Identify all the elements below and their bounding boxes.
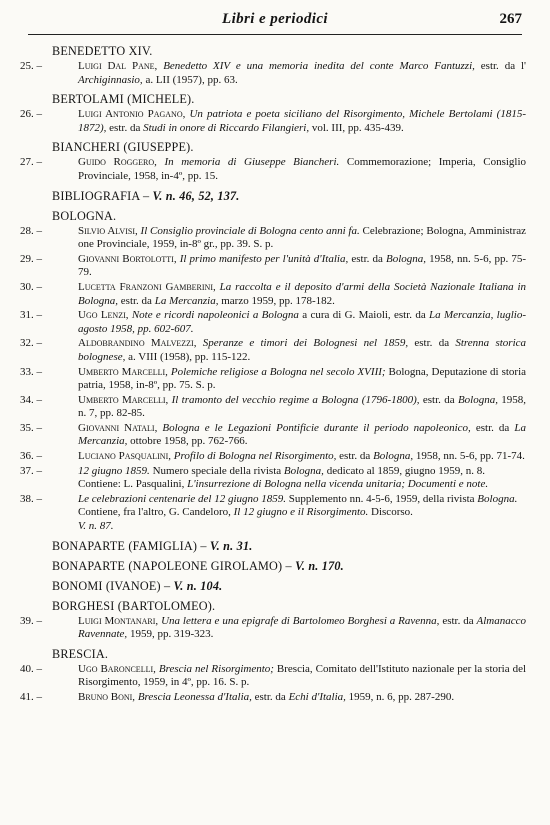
entry-text <box>78 366 526 393</box>
entry-text <box>78 663 526 690</box>
entry-title: La raccolta e il deposito d'armi della Società Nazionale Italiana in Bologna, <box>78 280 527 307</box>
heading-text: BENEDETTO XIV. <box>52 44 153 58</box>
subject-heading <box>0 579 550 594</box>
entry-number: 40. – <box>20 662 42 675</box>
entry-title: Le celebrazioni centenarie del 12 giugno 1859. <box>78 492 287 505</box>
entry-publication: Strenna storica bolognese, <box>78 337 527 363</box>
bibliography-body <box>0 44 550 705</box>
entry-pages: ottobre 1958, pp. 762-766. <box>130 435 248 448</box>
entry-text <box>78 309 526 336</box>
entry-details: Supplemento nn. 4-5-6, 1959, della rivista <box>288 492 475 505</box>
entry-text <box>78 450 526 464</box>
entry-number: 38. – <box>20 492 42 505</box>
entry-author: Bruno Boni, <box>78 691 136 703</box>
bibliography-entry <box>0 422 550 449</box>
entry-details: estr. da <box>442 614 474 627</box>
bibliography-entry <box>0 394 550 421</box>
bibliography-entry <box>0 465 550 479</box>
entry-details: estr. da l' <box>480 60 526 72</box>
entry-pages: vol. III, pp. 435-439. <box>311 121 404 134</box>
heading-text: BONAPARTE (NAPOLEONE GIROLAMO) – <box>52 558 292 573</box>
bibliography-entry <box>0 108 550 135</box>
entry-number: 29. – <box>20 252 42 265</box>
subject-heading <box>0 44 550 59</box>
entry-number: 28. – <box>20 224 42 237</box>
entry-author: Ugo Lenzi, <box>78 309 129 322</box>
entry-number: 39. – <box>20 614 42 627</box>
entry-number: 26. – <box>20 108 42 121</box>
heading-cross-reference: V. n. 104. <box>173 578 223 593</box>
entry-publication: Bologna, <box>373 450 414 463</box>
heading-cross-reference: V. n. 31. <box>209 538 253 553</box>
subject-heading <box>0 647 550 662</box>
entry-number: 32. – <box>20 337 42 350</box>
entry-publication: La Mercanzia, luglio-agosto 1958, pp. 602-607. <box>78 309 527 335</box>
subject-heading <box>0 599 550 614</box>
entry-details: Bologna, Deputazione di storia patria, 1958, in-8º, pp. 75. S. p. <box>78 365 527 392</box>
entry-number: 36. – <box>20 450 42 463</box>
entry-publication: Bologna, <box>386 252 427 265</box>
entry-text <box>78 493 526 507</box>
entry-author: Silvio Alvisi, <box>78 224 138 237</box>
entry-details: estr. da <box>120 294 152 307</box>
entry-pages: 1959, pp. 319-323. <box>129 628 214 641</box>
entry-pages: 1958, n. 7, pp. 82-85. <box>78 393 527 420</box>
entry-title: Brescia nel Risorgimento; <box>158 662 274 675</box>
heading-text: BIBLIOGRAFIA – <box>52 188 150 203</box>
entry-author: Luigi Montanari, <box>78 614 159 627</box>
subject-heading <box>0 140 550 155</box>
bibliography-entry <box>0 450 550 464</box>
entry-title: Il Consiglio provinciale di Bologna cento anni fa. <box>140 224 360 237</box>
entry-pages: a. LII (1957), pp. 63. <box>145 73 238 86</box>
entry-number: 33. – <box>20 365 42 378</box>
heading-cross-reference: V. n. 170. <box>295 558 344 573</box>
entry-publication: Bologna, <box>283 464 324 477</box>
heading-cross-reference: V. n. 46, 52, 137. <box>152 188 240 203</box>
entry-note <box>0 506 550 520</box>
entry-pages: 1958, nn. 5-6, pp. 75-79. <box>78 252 526 279</box>
entry-number: 34. – <box>20 393 42 406</box>
bibliography-entry <box>0 337 550 364</box>
entry-details: Brescia, Comitato dell'Istituto nazionale per la storia del Risorgimento, 1959, in 4º, pp. 16. S. p. <box>78 662 527 689</box>
running-title: Libri e periodici <box>222 11 328 27</box>
entry-pages: marzo 1959, pp. 178-182. <box>221 294 335 307</box>
note-text: Contiene, fra l'altro, G. Candeloro, <box>78 506 231 519</box>
entry-text <box>78 691 526 705</box>
entry-title: In memoria di Giuseppe Biancheri. <box>164 156 340 169</box>
subject-heading <box>0 189 550 204</box>
entry-author: Luciano Pasqualini, <box>78 450 171 463</box>
entry-author: Umberto Marcelli, <box>78 393 169 406</box>
entry-title: Note e ricordi napoleonici a Bologna <box>131 309 299 322</box>
entry-pages: 1959, n. 6, pp. 287-290. <box>348 691 455 703</box>
entry-text <box>78 253 526 280</box>
subject-heading <box>0 92 550 107</box>
note-title: Il 12 giugno e il Risorgimento. <box>233 506 369 519</box>
entry-publication: La Mercanzia, <box>78 421 526 448</box>
entry-details: estr. da <box>109 121 141 134</box>
heading-text: BOLOGNA. <box>52 208 117 223</box>
heading-text: BONOMI (IVANOE) – <box>52 578 171 593</box>
entry-title: Brescia Leonessa d'Italia, <box>137 691 252 703</box>
entry-number: 30. – <box>20 280 42 293</box>
entry-author: Umberto Marcelli, <box>78 365 168 378</box>
heading-text: BIANCHERI (GIUSEPPE). <box>52 140 194 155</box>
bibliography-entry <box>0 281 550 308</box>
entry-author: Ugo Baroncelli, <box>78 662 156 675</box>
entry-author: Guido Roggero, <box>78 156 157 169</box>
entry-details: Celebrazione; Bologna, Amministraz one Provinciale, 1959, in-8º gr., pp. 39. S. p. <box>78 224 527 251</box>
entry-title: Un patriota e poeta siciliano del Risorgimento, Michele Bertolami (1815-1872), <box>78 108 526 134</box>
entry-details: estr. da <box>475 421 510 434</box>
entry-publication: Bologna. <box>477 492 518 505</box>
bibliography-entry <box>0 691 550 705</box>
note-text: Contiene: L. Pasqualini, <box>78 478 185 491</box>
entry-note <box>0 520 550 534</box>
bibliography-entry <box>0 225 550 252</box>
entry-details: estr. da <box>351 252 383 265</box>
entry-note <box>0 478 550 492</box>
entry-number: 37. – <box>20 464 42 477</box>
heading-text: BONAPARTE (FAMIGLIA) – <box>52 538 207 553</box>
entry-text <box>78 108 526 135</box>
page-header <box>28 8 522 34</box>
entry-text <box>78 465 526 479</box>
entry-title: Profilo di Bologna nel Risorgimento, <box>173 450 337 463</box>
entry-title: Il primo manifesto per l'unità d'Italia, <box>179 252 349 265</box>
entry-text <box>78 422 526 449</box>
bibliography-entry <box>0 663 550 690</box>
subject-heading <box>0 539 550 554</box>
entry-author: Giovanni Natali, <box>78 421 158 434</box>
entry-title: Polemiche religiose a Bologna nel secolo XVIII; <box>170 365 386 378</box>
note-tail: Discorso. <box>371 506 413 519</box>
entry-text <box>78 156 526 183</box>
bibliography-entry <box>0 156 550 183</box>
note-title: L'insurrezione di Bologna nella vicenda unitaria; Documenti e note. <box>187 478 489 491</box>
subject-heading <box>0 559 550 574</box>
entry-author: Luigi Dal Pane, <box>78 60 158 72</box>
entry-pages: dedicato al 1859, giugno 1959, n. 8. <box>326 464 485 477</box>
entry-number: 27. – <box>20 156 42 169</box>
entry-publication: Almanacco Ravennate, <box>78 614 527 641</box>
entry-details: estr. da <box>339 450 371 463</box>
entry-number: 31. – <box>20 309 42 322</box>
entry-publication: Echi d'Italia, <box>288 691 346 703</box>
entry-author: Giovanni Bortolotti, <box>78 252 177 265</box>
entry-publication: La Mercanzia, <box>154 294 219 307</box>
subject-heading <box>0 209 550 224</box>
entry-title: Speranze e timori dei Bolognesi nel 1859, <box>202 337 409 350</box>
entry-number: 25. – <box>20 60 42 72</box>
entry-author: Lucetta Franzoni Gamberini, <box>78 280 216 293</box>
entry-details: estr. da <box>414 337 450 350</box>
bibliography-entry <box>0 615 550 642</box>
entry-text <box>78 281 526 308</box>
header-rule <box>28 34 522 35</box>
entry-publication: Archiginnasio, <box>78 73 143 86</box>
entry-title: Benedetto XIV e una memoria inedita del conte Marco Fantuzzi, <box>163 60 475 72</box>
heading-text: BERTOLAMI (MICHELE). <box>52 92 195 107</box>
entry-details: estr. da <box>254 691 286 703</box>
entry-text <box>78 394 526 421</box>
heading-text: BRESCIA. <box>52 646 109 661</box>
entry-text <box>78 615 526 642</box>
note-title: V. n. 87. <box>78 520 114 533</box>
bibliography-entry <box>0 493 550 507</box>
bibliography-entry <box>0 366 550 393</box>
entry-text <box>78 225 526 252</box>
entry-publication: Bologna, <box>457 393 498 406</box>
bibliography-entry <box>0 60 550 87</box>
entry-publication: Studi in onore di Riccardo Filangieri, <box>143 121 310 134</box>
bibliography-entry <box>0 253 550 280</box>
entry-pages: 1958, nn. 5-6, pp. 71-74. <box>415 450 525 463</box>
page-number: 267 <box>499 11 522 27</box>
entry-details: estr. da <box>422 393 455 406</box>
entry-details: Numero speciale della rivista <box>152 464 282 477</box>
entry-details: Commemorazione; Imperia, Consiglio Provinciale, 1958, in-4º, pp. 15. <box>78 156 527 182</box>
entry-title: Una lettera e una epigrafe di Bartolomeo Borghesi a Ravenna, <box>161 614 440 627</box>
entry-pages: a. VIII (1958), pp. 115-122. <box>128 350 251 363</box>
entry-author: Aldobrandino Malvezzi, <box>78 337 197 350</box>
heading-text: BORGHESI (BARTOLOMEO). <box>52 598 216 613</box>
entry-details: a cura di G. Maioli, estr. da <box>302 309 426 322</box>
entry-number: 41. – <box>20 691 42 703</box>
entry-text <box>78 60 526 87</box>
entry-title: 12 giugno 1859. <box>78 464 150 477</box>
entry-text <box>78 337 526 364</box>
entry-title: Il tramonto del vecchio regime a Bologna (1796-1800), <box>171 393 420 406</box>
entry-number: 35. – <box>20 421 42 434</box>
entry-author: Luigi Antonio Pagano, <box>78 108 186 121</box>
entry-title: Bologna e le Legazioni Pontificie durante il periodo napoleonico, <box>162 421 471 434</box>
bibliography-entry <box>0 309 550 336</box>
